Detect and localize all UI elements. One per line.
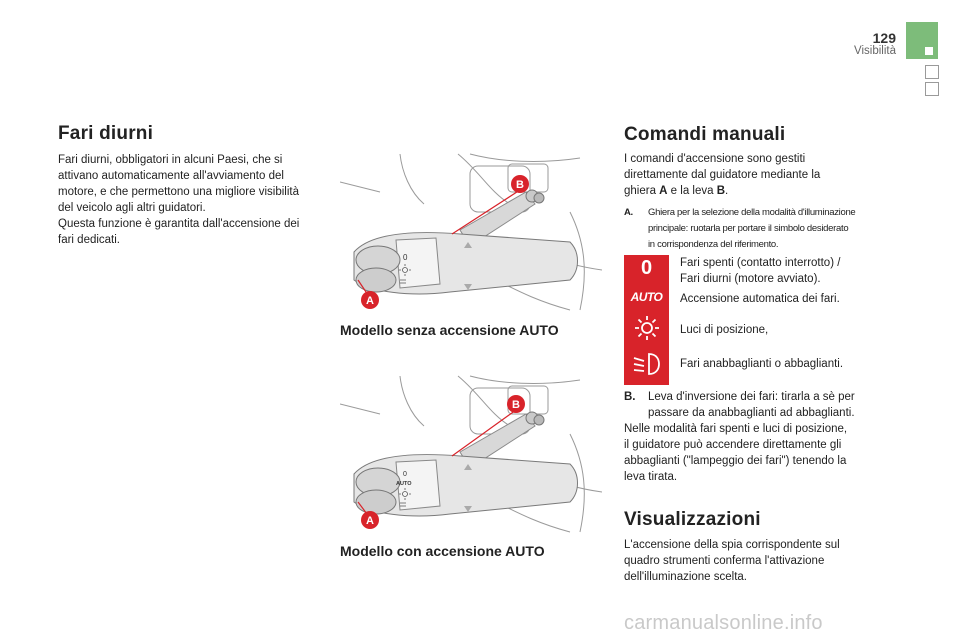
light-mode-icons — [624, 255, 669, 385]
tab-marker-icon — [925, 47, 933, 55]
section-title-visualizzazioni: Visualizzazioni — [624, 509, 761, 530]
comandi-intro: I comandi d'accensione sono gestiti direttamente dal guidatore mediante la ghiera A e la leva B. — [624, 153, 821, 197]
visualizzazioni-paragraph: L'accensione della spia corrispondente sul quadro strumenti conferma l'attivazione dell'illuminazione scelta. — [624, 539, 840, 583]
section-tab — [906, 22, 938, 59]
item-b-label: B. — [624, 391, 636, 403]
fari-diurni-paragraph: Fari diurni, obbligatori in alcuni Paesi, che si attivano automaticamente all'avviamento del motore, e che permettono una migliore visibilità del veicolo agli altri guidatori. Questa funzione è garantita dall'accensione dei fari dedicati. — [58, 154, 300, 246]
stalk-zero-mark: 0 — [403, 471, 407, 478]
section-title-comandi-manuali: Comandi manuali — [624, 124, 786, 145]
dipped-beam-icon — [632, 350, 662, 378]
callout-a: A — [366, 515, 374, 527]
section-title-fari-diurni: Fari diurni — [58, 123, 154, 144]
item-b-description: Leva d'inversione dei fari: tirarla a sè per passare da anabbaglianti ad abbaglianti. — [648, 391, 855, 419]
callout-b: B — [516, 179, 524, 191]
item-a-description: Ghiera per la selezione della modalità d'illuminazione principale: ruotarla per portare il simbolo desiderato in corrispondenza del riferimento. — [648, 207, 856, 250]
item-a-label: A. — [624, 207, 633, 218]
caption-without-auto: Modello senza accensione AUTO — [340, 322, 559, 338]
caption-with-auto: Modello con accensione AUTO — [340, 543, 545, 559]
off-icon: 0 — [640, 257, 653, 279]
page-number: 129 — [872, 30, 896, 46]
callout-b: B — [512, 399, 520, 411]
tab-box-empty-icon — [925, 65, 939, 79]
stalk-zero-mark: 0 — [403, 253, 408, 262]
stalk-auto-mark: AUTO — [396, 481, 412, 487]
legend-off: Fari spenti (contatto interrotto) / Fari diurni (motore avviato). — [680, 257, 841, 285]
legend-beam: Fari anabbaglianti o abbaglianti. — [680, 358, 844, 370]
legend-auto: Accensione automatica dei fari. — [680, 293, 840, 305]
section-name: Visibilità — [854, 45, 896, 57]
auto-icon: AUTO — [630, 290, 663, 304]
flash-paragraph: Nelle modalità fari spenti e luci di posizione, il guidatore può accendere direttamente gli abbaglianti ("lampeggio dei fari") tenendo la leva tirata. — [624, 423, 848, 483]
callout-a: A — [366, 295, 374, 307]
position-lights-icon — [634, 315, 660, 341]
tab-box-empty-icon — [925, 82, 939, 96]
legend-position: Luci di posizione, — [680, 324, 769, 336]
stalk-illustration-without-auto — [340, 152, 602, 312]
watermark: carmanualsonline.info — [624, 612, 823, 634]
stalk-illustration-with-auto — [340, 374, 602, 534]
